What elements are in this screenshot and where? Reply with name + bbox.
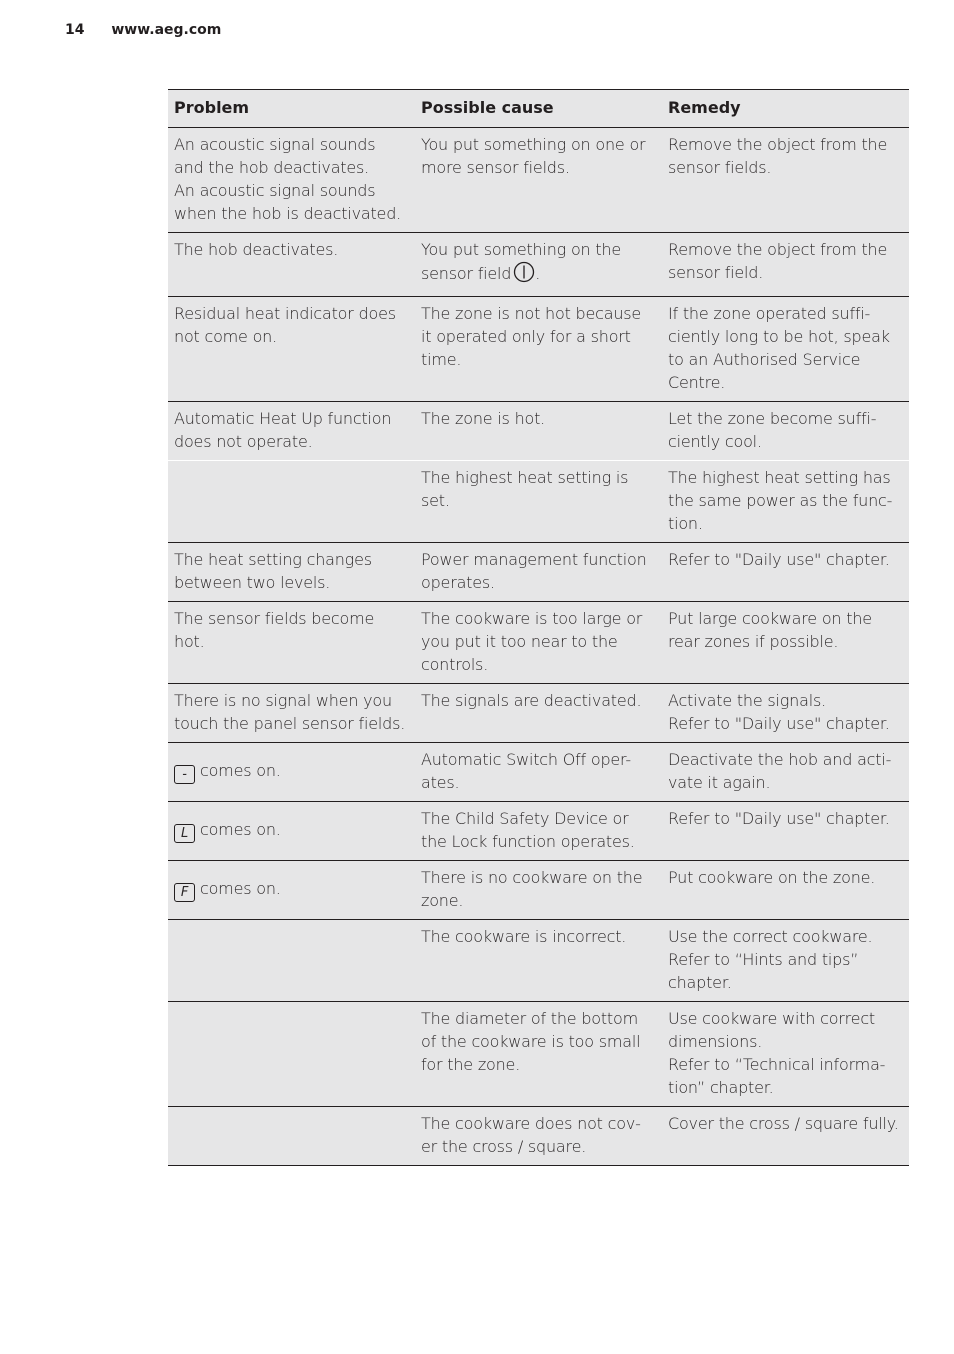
remedy-cell: Let the zone become suffi-ciently cool. <box>662 402 909 461</box>
cause-cell: The Child Safety Device or the Lock function operates. <box>415 802 662 861</box>
table-row <box>168 802 909 861</box>
remedy-line: Activate the signals. <box>668 691 826 710</box>
remedy-cell: Put large cookware on the rear zones if possible. <box>662 602 909 684</box>
remedy-cell: Refer to "Daily use" chapter. <box>662 543 909 602</box>
problem-cell <box>168 743 415 802</box>
cause-cell: The cookware is too large or you put it too near to the controls. <box>415 602 662 684</box>
problem-cell <box>168 1107 415 1166</box>
problem-line: An acoustic signal sounds and the hob deactivates. <box>174 135 376 177</box>
problem-text: comes on. <box>200 819 281 839</box>
table-row <box>168 461 909 543</box>
remedy-cell: The highest heat setting has the same power as the func-tion. <box>662 461 909 543</box>
table-row <box>168 602 909 684</box>
table-row <box>168 1107 909 1166</box>
cause-cell: Automatic Switch Off oper-ates. <box>415 743 662 802</box>
problem-cell: The heat setting changes between two levels. <box>168 543 415 602</box>
problem-text: comes on. <box>200 878 281 898</box>
remedy-line: Use cookware with correct dimensions. <box>668 1009 876 1051</box>
problem-cell <box>168 861 415 920</box>
remedy-cell: Refer to "Daily use" chapter. <box>662 802 909 861</box>
cause-cell: The zone is not hot because it operated only for a short time. <box>415 297 662 402</box>
cause-cell: The cookware does not cov-er the cross / square. <box>415 1107 662 1166</box>
on-off-sensor-icon <box>513 261 535 289</box>
remedy-cell: Cover the cross / square fully. <box>662 1107 909 1166</box>
problem-cell: The sensor fields become hot. <box>168 602 415 684</box>
table-row <box>168 402 909 461</box>
table-row <box>168 920 909 1002</box>
problem-cell <box>168 1002 415 1107</box>
problem-cell: Residual heat indicator does not come on. <box>168 297 415 402</box>
column-header-cause: Possible cause <box>415 90 662 128</box>
remedy-cell: Deactivate the hob and acti-vate it again. <box>662 743 909 802</box>
table-row <box>168 1002 909 1107</box>
problem-cell: There is no signal when you touch the panel sensor fields. <box>168 684 415 743</box>
cause-cell: The diameter of the bottom of the cookware is too small for the zone. <box>415 1002 662 1107</box>
cause-cell: The signals are deactivated. <box>415 684 662 743</box>
display-symbol-icon: - <box>174 765 195 784</box>
table-header-row <box>168 90 909 128</box>
website-url: www.aeg.com <box>111 22 222 38</box>
display-symbol-icon: F <box>174 883 195 902</box>
remedy-cell <box>662 920 909 1002</box>
problem-cell <box>168 802 415 861</box>
column-header-problem: Problem <box>168 90 415 128</box>
remedy-cell: If the zone operated suffi-ciently long to be hot, speak to an Authorised Service Centre. <box>662 297 909 402</box>
remedy-cell: Put cookware on the zone. <box>662 861 909 920</box>
problem-cell: The hob deactivates. <box>168 233 415 297</box>
problem-text: comes on. <box>200 760 281 780</box>
problem-cell: Automatic Heat Up function does not operate. <box>168 402 415 461</box>
problem-line: An acoustic signal sounds when the hob is deactivated. <box>174 181 402 223</box>
remedy-cell: Remove the object from the sensor field. <box>662 233 909 297</box>
problem-cell <box>168 461 415 543</box>
table-row <box>168 233 909 297</box>
remedy-line: Refer to "Daily use" chapter. <box>668 714 890 733</box>
table-row <box>168 543 909 602</box>
problem-cell <box>168 920 415 1002</box>
cause-cell: The highest heat setting is set. <box>415 461 662 543</box>
remedy-line: Refer to “Technical informa-tion” chapter. <box>668 1055 886 1097</box>
remedy-cell <box>662 684 909 743</box>
table-row <box>168 297 909 402</box>
cause-cell: The cookware is incorrect. <box>415 920 662 1002</box>
cause-cell: You put something on one or more sensor fields. <box>415 128 662 233</box>
cause-cell <box>415 233 662 297</box>
remedy-line: Use the correct cookware. <box>668 927 873 946</box>
remedy-cell: Remove the object from the sensor fields. <box>662 128 909 233</box>
remedy-cell <box>662 1002 909 1107</box>
page-header <box>65 22 221 38</box>
table-row <box>168 684 909 743</box>
table-row <box>168 861 909 920</box>
cause-text: You put something on the sensor field <box>421 240 622 283</box>
display-symbol-icon: L <box>174 824 195 843</box>
troubleshooting-table <box>168 89 909 1166</box>
page-number: 14 <box>65 22 85 38</box>
column-header-remedy: Remedy <box>662 90 909 128</box>
cause-text-suffix: . <box>535 264 541 283</box>
cause-cell: There is no cookware on the zone. <box>415 861 662 920</box>
remedy-line: Refer to “Hints and tips” chapter. <box>668 950 859 992</box>
cause-cell: The zone is hot. <box>415 402 662 461</box>
cause-cell: Power management function operates. <box>415 543 662 602</box>
problem-cell <box>168 128 415 233</box>
table-row <box>168 743 909 802</box>
table-row <box>168 128 909 233</box>
